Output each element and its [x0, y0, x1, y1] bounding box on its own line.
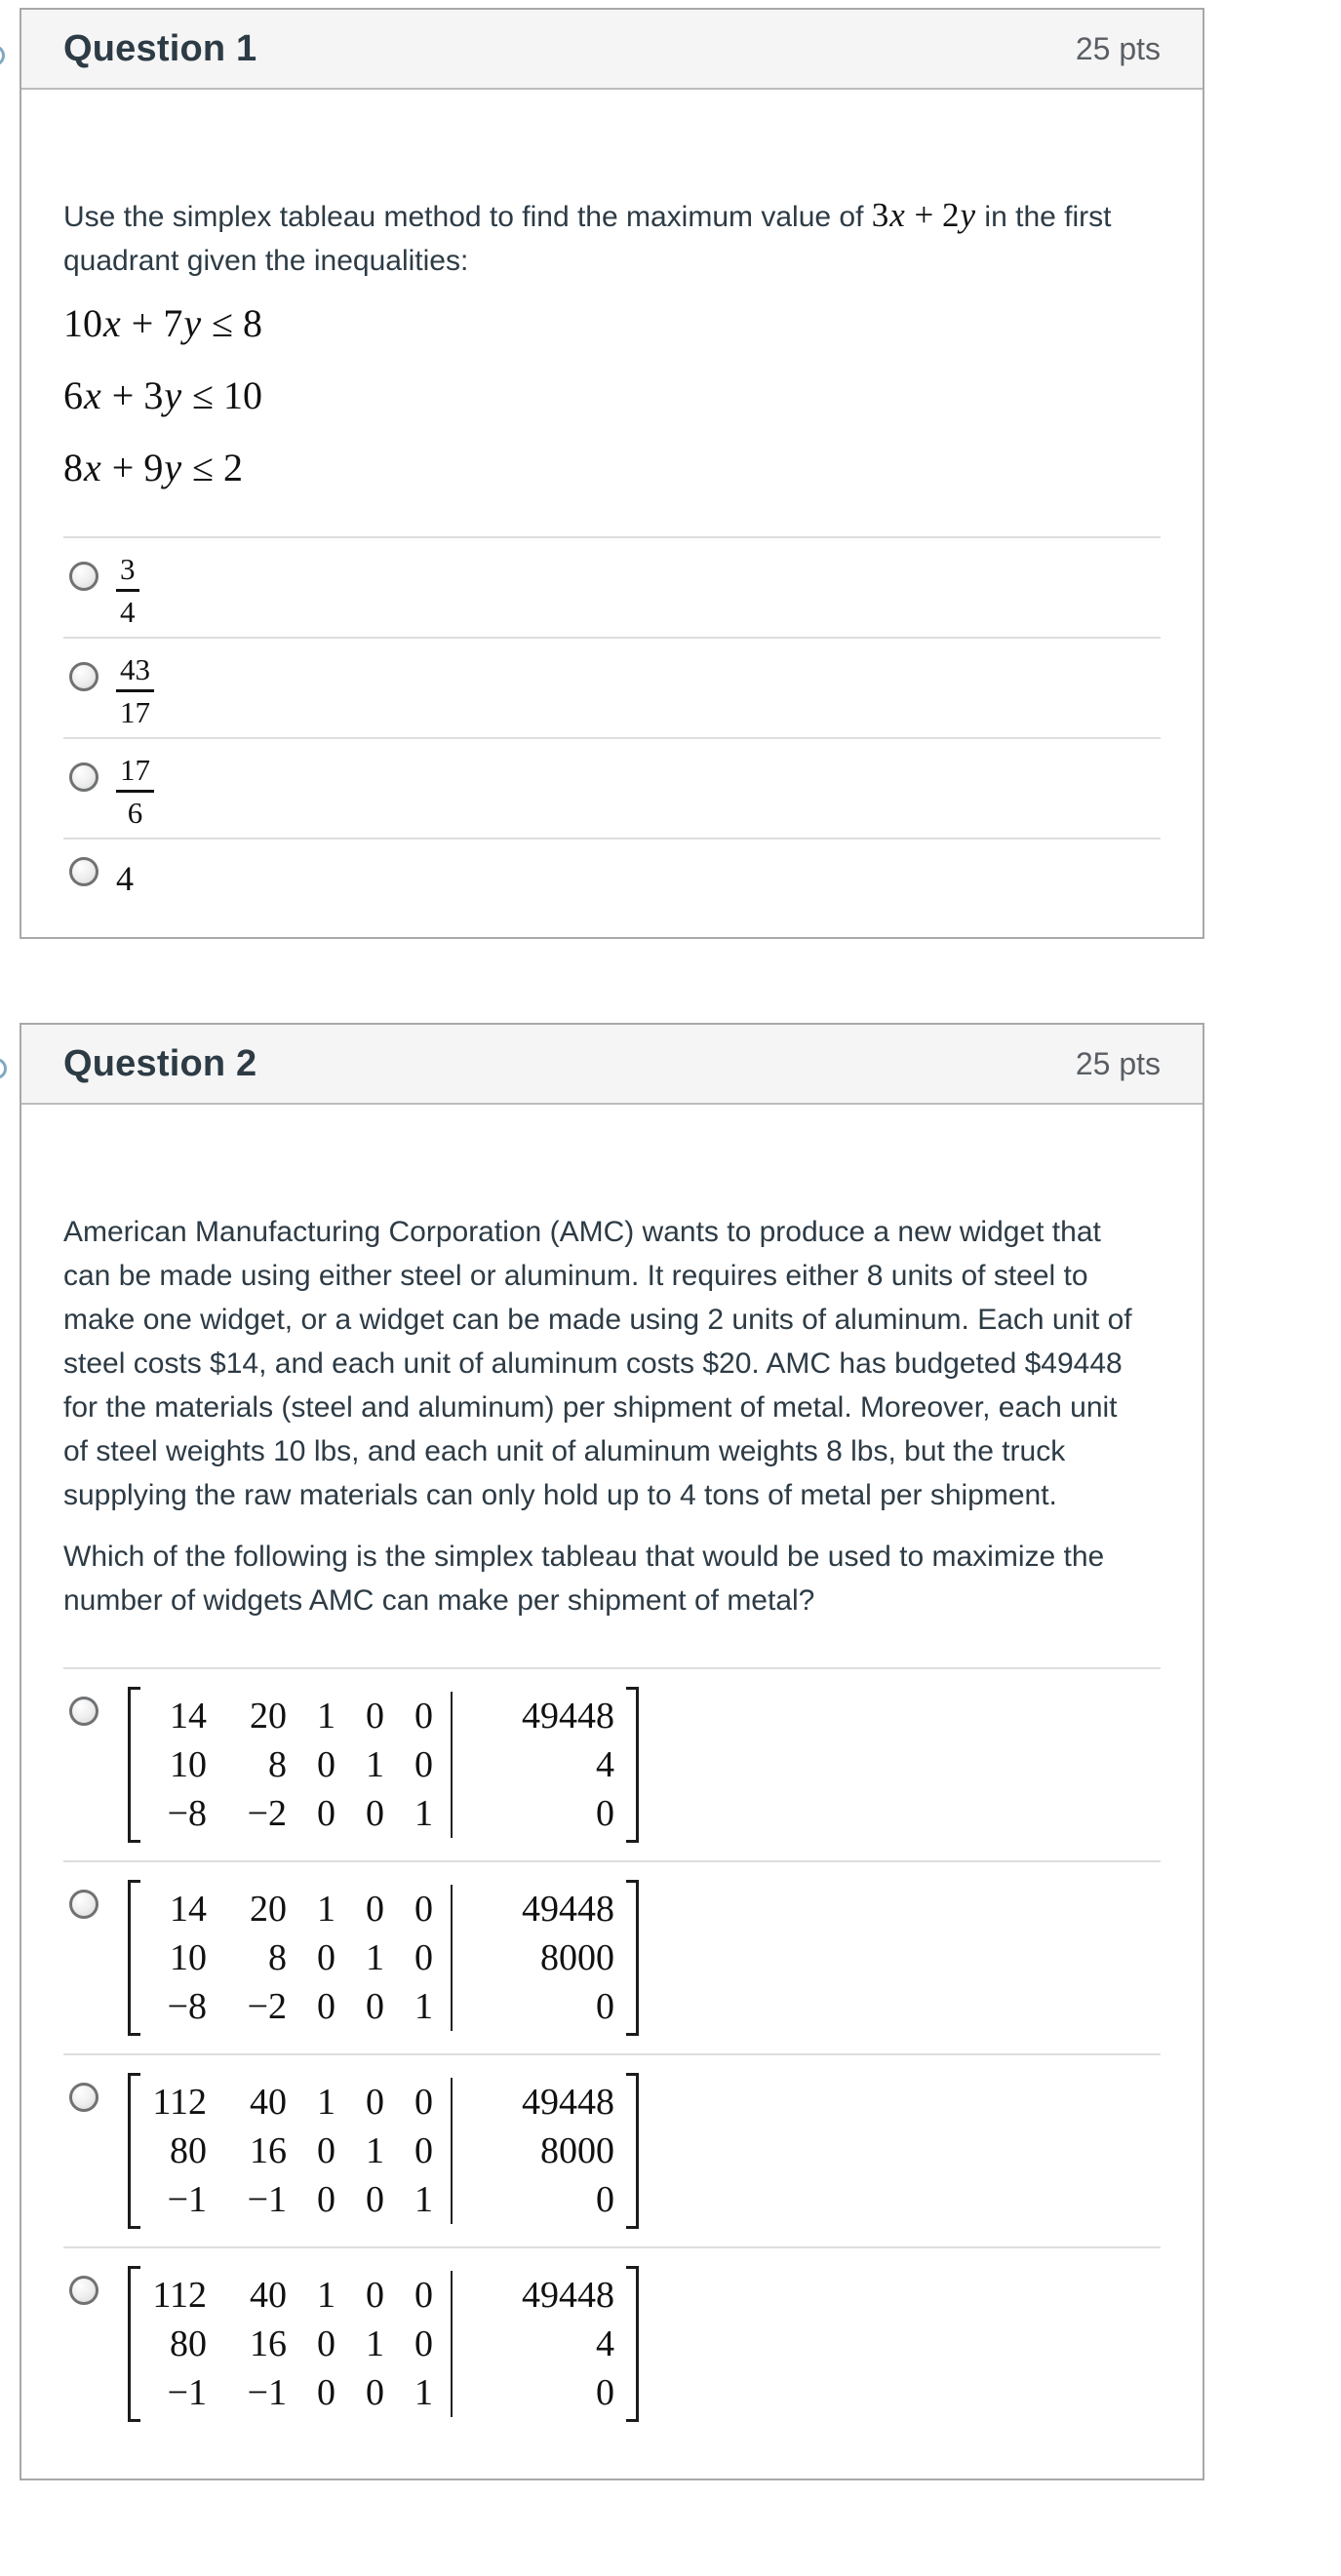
matrix-cell: 14: [170, 1696, 207, 1737]
answer-option: [63, 838, 1161, 906]
matrix-cell: 0: [414, 1744, 433, 1785]
matrix-cell: 10: [170, 1744, 207, 1785]
answer-options: [63, 1667, 1161, 2439]
matrix-cell: 0: [317, 2372, 335, 2413]
matrix-cell: 10: [170, 1937, 207, 1978]
matrix-cell: 0: [366, 2179, 384, 2220]
radio-button-icon[interactable]: [69, 2083, 99, 2112]
matrix-cell: 0: [366, 1889, 384, 1930]
question-1-header: [21, 10, 1203, 90]
matrix-cell: 49448: [451, 1692, 614, 1740]
fraction-denominator: 6: [116, 790, 154, 828]
matrix-cell: 0: [317, 2130, 335, 2171]
question-2-card: [20, 1023, 1204, 2480]
matrix-cell: −1: [247, 2179, 287, 2220]
number-answer: 4: [116, 859, 134, 898]
matrix-cell: 8000: [451, 2127, 614, 2175]
fraction-numerator: 17: [120, 753, 150, 787]
matrix-cell: 20: [250, 1889, 287, 1930]
matrix-grid: [140, 1880, 626, 2036]
matrix-cell: 0: [451, 1789, 614, 1838]
fraction-answer: [116, 654, 154, 727]
matrix-cell: 0: [366, 2275, 384, 2316]
matrix-cell: 40: [250, 2275, 287, 2316]
matrix-answer: [128, 2266, 639, 2422]
matrix-cell: 49448: [451, 2271, 614, 2320]
matrix-cell: 4: [451, 1740, 614, 1789]
matrix-cell: 16: [250, 2130, 287, 2171]
matrix-cell: 0: [317, 1744, 335, 1785]
matrix-cell: 40: [250, 2082, 287, 2123]
matrix-cell: 1: [366, 2323, 384, 2364]
matrix-cell: 0: [414, 1696, 433, 1737]
answer-option: [63, 637, 1161, 737]
matrix-cell: 0: [451, 2175, 614, 2224]
matrix-cell: 0: [414, 2275, 433, 2316]
inequality-expression: 10x + 7y ≤ 8: [63, 301, 263, 345]
answer-option: [63, 1667, 1161, 1860]
question-2-header: [21, 1025, 1203, 1105]
matrix-cell: 0: [366, 2082, 384, 2123]
matrix-cell: 112: [152, 2082, 207, 2123]
fraction-denominator: 4: [116, 589, 139, 627]
fraction-denominator: 17: [116, 689, 154, 727]
matrix-cell: 0: [366, 1986, 384, 2027]
question-prompt: [63, 195, 1144, 283]
matrix-cell: −8: [167, 1793, 207, 1834]
radio-button-icon[interactable]: [69, 1697, 99, 1726]
radio-button-icon[interactable]: [69, 762, 99, 792]
question-nav-dot-1[interactable]: [0, 45, 5, 66]
matrix-cell: 0: [317, 2323, 335, 2364]
matrix-cell: 8: [268, 1937, 287, 1978]
matrix-cell: 49448: [451, 2078, 614, 2127]
answer-option: [63, 2246, 1161, 2439]
matrix-cell: 0: [366, 1793, 384, 1834]
question-1-body: [21, 90, 1203, 937]
right-bracket: [626, 1880, 639, 2036]
inequality-expression: 6x + 3y ≤ 10: [63, 373, 263, 417]
radio-button-icon[interactable]: [69, 2276, 99, 2305]
right-bracket: [626, 1687, 639, 1843]
matrix-cell: 0: [451, 2368, 614, 2417]
quiz-page: [0, 8, 1341, 2576]
matrix-cell: 1: [366, 2130, 384, 2171]
inequality-expression: 8x + 9y ≤ 2: [63, 446, 244, 489]
question-prompt: American Manufacturing Corporation (AMC) wants to produce a new widget that can be made using either steel or aluminum. It requires either 8 units of steel to make one widget, or a widget can be made using 2 units of aluminum. Each unit of steel costs $14, and each unit of aluminum costs $20. AMC has budgeted $49448 for the materials (steel and aluminum) per shipment of metal. Moreover, each unit of steel weights 10 lbs, and each unit of aluminum weights 8 lbs, but the truck supplying the raw materials can only hold up to 4 tons of metal per shipment.: [63, 1216, 1132, 1511]
fraction-numerator: 43: [120, 652, 150, 686]
matrix-cell: 0: [414, 1937, 433, 1978]
matrix-cell: −2: [247, 1986, 287, 2027]
matrix-cell: −1: [167, 2372, 207, 2413]
left-bracket: [128, 2266, 140, 2422]
matrix-cell: 1: [317, 2082, 335, 2123]
answer-option: [63, 1860, 1161, 2053]
matrix-cell: −8: [167, 1986, 207, 2027]
answer-options: [63, 536, 1161, 906]
inline-math-expression: 3x + 2y: [871, 196, 976, 234]
radio-button-icon[interactable]: [69, 1890, 99, 1919]
matrix-grid: [140, 2266, 626, 2422]
matrix-cell: 0: [414, 1889, 433, 1930]
matrix-cell: 0: [366, 2372, 384, 2413]
matrix-cell: 1: [414, 1793, 433, 1834]
matrix-answer: [128, 1880, 639, 2036]
question-1-card: [20, 8, 1204, 939]
radio-button-icon[interactable]: [69, 562, 99, 591]
answer-option: [63, 2053, 1161, 2246]
answer-option: [63, 737, 1161, 838]
inequality-line: [63, 300, 1161, 347]
matrix-cell: 0: [451, 1982, 614, 2031]
matrix-cell: −2: [247, 1793, 287, 1834]
radio-button-icon[interactable]: [69, 857, 99, 886]
matrix-cell: 1: [317, 2275, 335, 2316]
matrix-cell: 0: [414, 2082, 433, 2123]
right-bracket: [626, 2073, 639, 2229]
inequality-line: [63, 372, 1161, 419]
matrix-grid: [140, 2073, 626, 2229]
question-2-points: 25 pts: [1075, 1045, 1161, 1081]
matrix-answer: [128, 1687, 639, 1843]
matrix-cell: 0: [317, 2179, 335, 2220]
matrix-cell: 80: [170, 2130, 207, 2171]
question-nav-dot-2[interactable]: [0, 1058, 7, 1079]
matrix-cell: 8000: [451, 1933, 614, 1982]
question-2-title: Question 2: [63, 1042, 257, 1084]
matrix-cell: 1: [317, 1696, 335, 1737]
matrix-cell: 14: [170, 1889, 207, 1930]
matrix-cell: 80: [170, 2323, 207, 2364]
matrix-cell: 0: [414, 2130, 433, 2171]
fraction-answer: [116, 755, 154, 828]
matrix-cell: 1: [414, 2179, 433, 2220]
question-2-body: [21, 1105, 1203, 2478]
matrix-cell: 0: [317, 1937, 335, 1978]
matrix-cell: 112: [152, 2275, 207, 2316]
matrix-cell: 16: [250, 2323, 287, 2364]
matrix-cell: 1: [414, 2372, 433, 2413]
radio-button-icon[interactable]: [69, 662, 99, 691]
fraction-numerator: 3: [120, 552, 136, 586]
question-1-title: Question 1: [63, 27, 257, 69]
matrix-cell: 1: [366, 1744, 384, 1785]
left-bracket: [128, 1687, 140, 1843]
matrix-cell: 1: [366, 1937, 384, 1978]
matrix-grid: [140, 1687, 626, 1843]
matrix-cell: 0: [414, 2323, 433, 2364]
matrix-cell: 0: [317, 1793, 335, 1834]
matrix-cell: 20: [250, 1696, 287, 1737]
question-prompt: Which of the following is the simplex tableau that would be used to maximize the number of widgets AMC can make per shipment of metal?: [63, 1541, 1105, 1617]
left-bracket: [128, 1880, 140, 2036]
left-bracket: [128, 2073, 140, 2229]
matrix-cell: 0: [366, 1696, 384, 1737]
fraction-answer: [116, 554, 139, 627]
matrix-cell: −1: [167, 2179, 207, 2220]
answer-option: [63, 536, 1161, 637]
question-1-points: 25 pts: [1075, 30, 1161, 66]
matrix-answer: [128, 2073, 639, 2229]
prompt-text: Use the simplex tableau method to find the maximum value of: [63, 201, 872, 233]
prompt-text: in the first quadrant given the inequalities:: [63, 201, 1112, 277]
matrix-cell: 1: [317, 1889, 335, 1930]
matrix-cell: 4: [451, 2320, 614, 2368]
matrix-cell: 1: [414, 1986, 433, 2027]
matrix-cell: 49448: [451, 1885, 614, 1933]
matrix-cell: −1: [247, 2372, 287, 2413]
matrix-cell: 8: [268, 1744, 287, 1785]
right-bracket: [626, 2266, 639, 2422]
inequality-line: [63, 445, 1161, 491]
matrix-cell: 0: [317, 1986, 335, 2027]
